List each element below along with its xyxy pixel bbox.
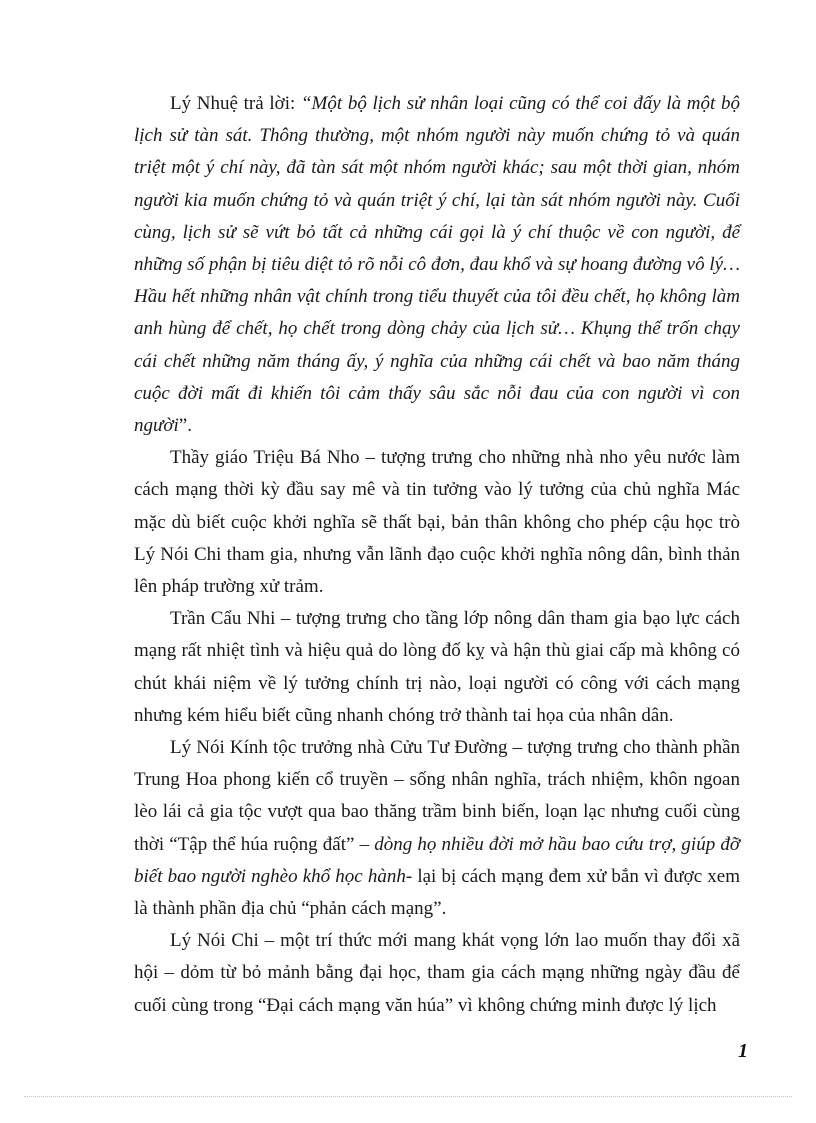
paragraph-ly-noi-chi	[134, 925, 740, 1022]
paragraph-tran-cau-nhi	[134, 603, 740, 732]
text-run: Lý Nói Chi – một trí thức mới mang khát vọng lớn lao muốn thay đổi xã hội – dỏm từ bỏ mảnh bằng đại học, tham gia cách mạng những ngày đầu để cuối cùng trong “Đại cách mạng văn húa” vì không chứng minh được lý lịch	[134, 930, 740, 1016]
page-number: 1	[738, 1040, 748, 1062]
document-body	[134, 88, 740, 1022]
text-run: ”.	[178, 415, 192, 437]
text-run: lại bị cách mạng đem xử bắn vì được xem là thành phần địa chủ “phản cách mạng”.	[134, 865, 740, 920]
text-run: Lý Nhuệ trả lời:	[170, 93, 301, 114]
text-run: Trần Cẩu Nhi – tượng trưng cho tầng lớp nông dân tham gia bạo lực cách mạng rất nhiệt tình và hiệu quả do lòng đố kỵ và hận thù giai cấp mà không có chút khái niệm về lý tưởng chính trị nào, loại người có công với cách mạng nhưng kém hiểu biết cũng nhanh chóng trở thành tai họa của nhân dân.	[134, 608, 740, 726]
text-run: Lý Nói Kính tộc trưởng nhà Cửu Tư Đường – tượng trưng cho thành phần Trung Hoa phong kiến cổ truyền – sống nhân nghĩa, trách nhiệm, khôn ngoan lèo lái cả gia tộc vượt qua bao thăng trầm binh biến, loạn lạc nhưng cuối cùng thời “Tập thể húa ruộng đất” –	[134, 737, 740, 855]
italic-text-run: “Một bộ lịch sử nhân loại cũng có thể coi đấy là một bộ lịch sử tàn sát. Thông thường, một nhóm người này muốn chứng tỏ và quán triệt một ý chí này, đã tàn sát một nhóm người khác; sau một thời gian, nhóm người kia muốn chứng tỏ và quán triệt ý chí, lại tàn sát nhóm người này. Cuối cùng, lịch sử sẽ vứt bỏ tất cả những cái gọi là ý chí thuộc về con người, để những số phận bị tiêu diệt tỏ rõ nỗi cô đơn, đau khổ và sự hoang đường vô lý… Hầu hết những nhân vật chính trong tiểu thuyết của tôi đều chết, họ không làm anh hùng để chết, họ chết trong dòng chảy của lịch sử… Khụng thể trốn chạy cái chết những năm tháng ấy, ý nghĩa của những cái chết và bao năm tháng cuộc đời mất đi khiến tôi cảm thấy sâu sắc nỗi đau của con người vì con người	[134, 93, 740, 437]
paragraph-ly-noi-kinh	[134, 732, 740, 925]
text-run: Thầy giáo Triệu Bá Nho – tượng trưng cho những nhà nho yêu nước làm cách mạng thời kỳ đầu say mê và tin tưởng vào lý tưởng của chủ nghĩa Mác mặc dù biết cuộc khởi nghĩa sẽ thất bại, bản thân không cho phép cậu học trò Lý Nói Chi tham gia, nhưng vẫn lãnh đạo cuộc khởi nghĩa nông dân, bình thản lên pháp trường xử trảm.	[134, 447, 740, 598]
paragraph-trieu-ba-nho	[134, 442, 740, 603]
paragraph-ly-nhue-quote	[134, 88, 740, 442]
footer-dotted-rule	[24, 1096, 792, 1097]
italic-text-run: dòng họ nhiều đời mở hầu bao cứu trợ, giúp đỡ biết bao người nghèo khổ học hành-	[134, 833, 740, 887]
